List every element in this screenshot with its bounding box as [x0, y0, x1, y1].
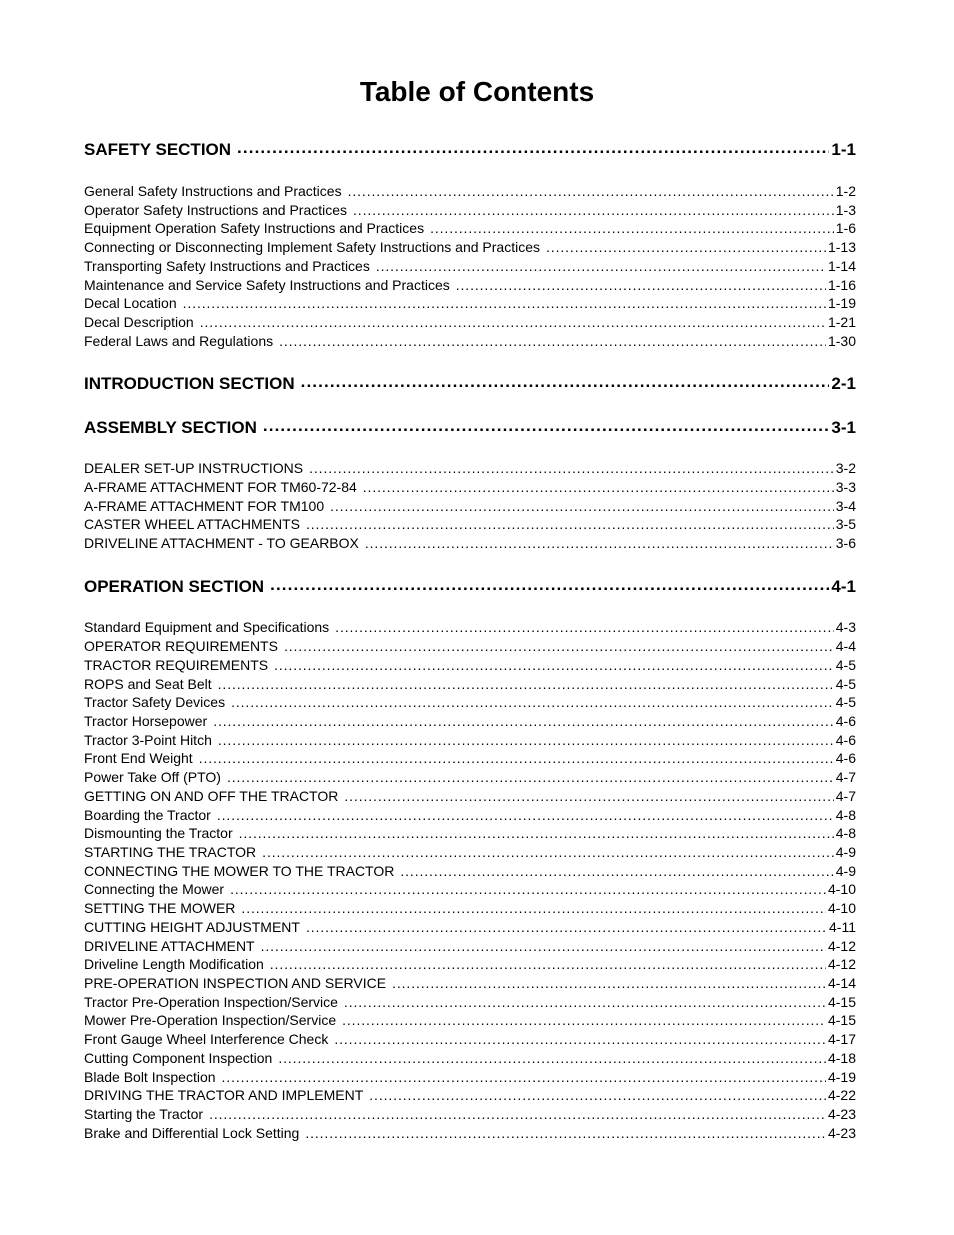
toc-page-number: 4-10	[827, 900, 856, 916]
toc-page-number: 3-2	[835, 460, 856, 476]
toc-page-number: 4-18	[827, 1050, 856, 1066]
dot-leader	[456, 276, 826, 290]
toc-entry[interactable]	[84, 313, 856, 331]
toc-page-number: 1-21	[827, 314, 856, 330]
dot-leader	[369, 1086, 826, 1100]
dot-leader	[306, 515, 834, 529]
dot-leader	[309, 459, 834, 473]
toc-entry-label: Transporting Safety Instructions and Practices	[84, 258, 370, 274]
toc-entry[interactable]	[84, 787, 856, 805]
toc-entry[interactable]	[84, 656, 856, 674]
toc-entry-label: Starting the Tractor	[84, 1106, 204, 1122]
toc-entry-label: CONNECTING THE MOWER TO THE TRACTOR	[84, 863, 395, 879]
dot-leader	[305, 1124, 826, 1138]
toc-entry[interactable]	[84, 712, 856, 730]
dot-leader	[237, 138, 829, 155]
dot-leader	[241, 899, 826, 913]
toc-page-number: 4-8	[835, 825, 856, 841]
dot-leader	[231, 693, 834, 707]
dot-leader	[230, 880, 826, 894]
toc-section-heading[interactable]	[84, 575, 856, 595]
toc-page-number: 1-2	[835, 183, 856, 199]
toc-entry[interactable]	[84, 862, 856, 880]
dot-leader	[217, 806, 834, 820]
toc-entry[interactable]	[84, 955, 856, 973]
toc-entry[interactable]	[84, 937, 856, 955]
toc-entry[interactable]	[84, 918, 856, 936]
dot-leader	[348, 182, 834, 196]
toc-section-heading[interactable]	[84, 372, 856, 392]
toc-entry-label: Mower Pre-Operation Inspection/Service	[84, 1012, 337, 1028]
dot-leader	[261, 937, 826, 951]
toc-entry[interactable]	[84, 1124, 856, 1142]
toc-entry-label: A-FRAME ATTACHMENT FOR TM60-72-84	[84, 479, 357, 495]
dot-leader	[199, 749, 834, 763]
toc-page-number: 4-10	[827, 881, 856, 897]
toc-entry[interactable]	[84, 1049, 856, 1067]
dot-leader	[335, 618, 834, 632]
toc-entry[interactable]	[84, 824, 856, 842]
toc-entry[interactable]	[84, 478, 856, 496]
dot-leader	[376, 257, 826, 271]
toc-page-number: 1-3	[835, 202, 856, 218]
toc-entry-label: A-FRAME ATTACHMENT FOR TM100	[84, 498, 325, 514]
toc-entry-label: INTRODUCTION SECTION	[84, 374, 295, 392]
toc-entry-label: DRIVELINE ATTACHMENT	[84, 938, 255, 954]
toc-entry-label: ASSEMBLY SECTION	[84, 418, 257, 436]
toc-entry[interactable]	[84, 1105, 856, 1123]
toc-page-number: 4-15	[827, 1012, 856, 1028]
toc-entry[interactable]	[84, 731, 856, 749]
toc-entry-label: Decal Location	[84, 295, 177, 311]
toc-page-number: 4-12	[827, 956, 856, 972]
toc-entry[interactable]	[84, 219, 856, 237]
toc-entry[interactable]	[84, 993, 856, 1011]
toc-page-number: 1-14	[827, 258, 856, 274]
toc-entry-label: Driveline Length Modification	[84, 956, 264, 972]
toc-page-number: 4-7	[835, 788, 856, 804]
toc-entry-label: OPERATOR REQUIREMENTS	[84, 638, 278, 654]
toc-page-number: 2-1	[831, 374, 856, 392]
toc-entry-label: Connecting or Disconnecting Implement Safety Instructions and Practices	[84, 239, 541, 255]
toc-entry[interactable]	[84, 675, 856, 693]
dot-leader	[344, 787, 833, 801]
toc-entry[interactable]	[84, 749, 856, 767]
toc-section-heading[interactable]	[84, 138, 856, 158]
toc-entry[interactable]	[84, 276, 856, 294]
dot-leader	[365, 534, 834, 548]
toc-page-number: 3-1	[831, 418, 856, 436]
toc-entry-label: Front Gauge Wheel Interference Check	[84, 1031, 329, 1047]
toc-entry-label: Boarding the Tractor	[84, 807, 211, 823]
toc-page-number: 3-6	[835, 535, 856, 551]
toc-entry-label: Dismounting the Tractor	[84, 825, 233, 841]
toc-page-number: 4-5	[835, 694, 856, 710]
dot-leader	[279, 332, 826, 346]
toc-entry-label: TRACTOR REQUIREMENTS	[84, 657, 269, 673]
toc-entry-label: Tractor Horsepower	[84, 713, 208, 729]
dot-leader	[270, 955, 826, 969]
toc-entry-label: Power Take Off (PTO)	[84, 769, 221, 785]
toc-entry[interactable]	[84, 332, 856, 350]
toc-entry-label: Blade Bolt Inspection	[84, 1069, 216, 1085]
toc-page-number: 4-17	[827, 1031, 856, 1047]
toc-entry[interactable]	[84, 238, 856, 256]
dot-leader	[306, 918, 827, 932]
toc-entry[interactable]	[84, 1011, 856, 1029]
toc-entry-label: Standard Equipment and Specifications	[84, 619, 330, 635]
toc-page-number: 1-16	[827, 277, 856, 293]
toc-entry[interactable]	[84, 201, 856, 219]
toc-page-number: 4-15	[827, 994, 856, 1010]
dot-leader	[392, 974, 826, 988]
toc-entry-label: OPERATION SECTION	[84, 577, 265, 595]
dot-leader	[262, 843, 834, 857]
toc-entry[interactable]	[84, 806, 856, 824]
toc-entry-label: Maintenance and Service Safety Instructions and Practices	[84, 277, 450, 293]
toc-page-number: 3-4	[835, 498, 856, 514]
toc-entry-label: GETTING ON AND OFF THE TRACTOR	[84, 788, 339, 804]
toc-page-number: 1-1	[831, 140, 856, 158]
toc-page-number: 4-5	[835, 657, 856, 673]
toc-entry-label: DEALER SET-UP INSTRUCTIONS	[84, 460, 304, 476]
dot-leader	[222, 1068, 826, 1082]
toc-page-number: 4-6	[835, 713, 856, 729]
toc-entry-label: Federal Laws and Regulations	[84, 333, 274, 349]
dot-leader	[218, 731, 834, 745]
toc-entry-label: SAFETY SECTION	[84, 140, 232, 158]
toc-section-heading[interactable]	[84, 416, 856, 436]
dot-leader	[213, 712, 834, 726]
toc-page-number: 4-22	[827, 1087, 856, 1103]
dot-leader	[218, 675, 834, 689]
toc-entry-label: Equipment Operation Safety Instructions and Practices	[84, 220, 425, 236]
dot-leader	[546, 238, 826, 252]
toc-entry[interactable]	[84, 843, 856, 861]
toc-page-number: 4-4	[835, 638, 856, 654]
dot-leader	[278, 1049, 826, 1063]
toc-entry[interactable]	[84, 880, 856, 898]
toc-entry[interactable]	[84, 693, 856, 711]
toc-entry-label: Decal Description	[84, 314, 194, 330]
toc-page-number: 4-5	[835, 676, 856, 692]
toc-entry[interactable]	[84, 459, 856, 477]
toc-page-number: 3-5	[835, 516, 856, 532]
toc-page-number: 4-9	[835, 863, 856, 879]
toc-page-number: 4-6	[835, 732, 856, 748]
toc-page-number: 4-8	[835, 807, 856, 823]
dot-leader	[274, 656, 834, 670]
toc-page-number: 4-14	[827, 975, 856, 991]
toc-page-number: 1-19	[827, 295, 856, 311]
dot-leader	[200, 313, 826, 327]
toc-page-number: 4-23	[827, 1125, 856, 1141]
toc-entry-label: Connecting the Mower	[84, 881, 225, 897]
toc-entry[interactable]	[84, 974, 856, 992]
toc-entry[interactable]	[84, 1068, 856, 1086]
toc-entry-label: Tractor 3-Point Hitch	[84, 732, 212, 748]
toc-entry[interactable]	[84, 515, 856, 533]
toc-entry-label: Tractor Safety Devices	[84, 694, 226, 710]
dot-leader	[209, 1105, 826, 1119]
dot-leader	[301, 372, 830, 389]
dot-leader	[353, 201, 834, 215]
toc-entry-label: ROPS and Seat Belt	[84, 676, 212, 692]
dot-leader	[363, 478, 834, 492]
dot-leader	[342, 1011, 826, 1025]
toc-entry-label: Operator Safety Instructions and Practices	[84, 202, 348, 218]
dot-leader	[330, 497, 834, 511]
toc-page-number: 4-7	[835, 769, 856, 785]
toc-entry-label: SETTING THE MOWER	[84, 900, 236, 916]
toc-entry-label: Front End Weight	[84, 750, 193, 766]
toc-entry-label: CASTER WHEEL ATTACHMENTS	[84, 516, 300, 532]
toc-entry[interactable]	[84, 534, 856, 552]
toc-page-number: 4-12	[827, 938, 856, 954]
dot-leader	[183, 294, 826, 308]
toc-page-number: 4-11	[829, 919, 856, 935]
toc-entry-label: CUTTING HEIGHT ADJUSTMENT	[84, 919, 300, 935]
dot-leader	[239, 824, 834, 838]
toc-page-number: 4-3	[835, 619, 856, 635]
page-title: Table of Contents	[359, 76, 595, 107]
toc-entry[interactable]	[84, 182, 856, 200]
toc-entry-label: General Safety Instructions and Practices	[84, 183, 342, 199]
dot-leader	[284, 637, 834, 651]
toc-entry[interactable]	[84, 497, 856, 515]
toc-entry[interactable]	[84, 768, 856, 786]
toc-entry-label: STARTING THE TRACTOR	[84, 844, 257, 860]
toc-entry[interactable]	[84, 637, 856, 655]
toc-entry-label: PRE-OPERATION INSPECTION AND SERVICE	[84, 975, 387, 991]
toc-entry[interactable]	[84, 1030, 856, 1048]
dot-leader	[400, 862, 833, 876]
toc-page-number: 1-13	[827, 239, 856, 255]
toc-entry-label: DRIVING THE TRACTOR AND IMPLEMENT	[84, 1087, 364, 1103]
toc-entry[interactable]	[84, 1086, 856, 1104]
toc-entry[interactable]	[84, 618, 856, 636]
toc-entry-label: DRIVELINE ATTACHMENT - TO GEARBOX	[84, 535, 359, 551]
dot-leader	[344, 993, 826, 1007]
toc-page-number: 4-23	[827, 1106, 856, 1122]
toc-page-number: 4-1	[831, 577, 856, 595]
toc-page-number: 1-6	[835, 220, 856, 236]
dot-leader	[334, 1030, 826, 1044]
toc-page-number: 4-6	[835, 750, 856, 766]
toc-entry[interactable]	[84, 257, 856, 275]
dot-leader	[227, 768, 834, 782]
toc-entry-label: Brake and Differential Lock Setting	[84, 1125, 300, 1141]
dot-leader	[430, 219, 834, 233]
toc-page-number: 4-19	[827, 1069, 856, 1085]
toc-entry-label: Tractor Pre-Operation Inspection/Service	[84, 994, 338, 1010]
dot-leader	[263, 416, 830, 433]
toc-page-number: 4-9	[835, 844, 856, 860]
toc-entry[interactable]	[84, 899, 856, 917]
toc-page-number: 3-3	[835, 479, 856, 495]
toc-entry[interactable]	[84, 294, 856, 312]
dot-leader	[270, 575, 829, 592]
toc-page-number: 1-30	[827, 333, 856, 349]
toc-entry-label: Cutting Component Inspection	[84, 1050, 273, 1066]
